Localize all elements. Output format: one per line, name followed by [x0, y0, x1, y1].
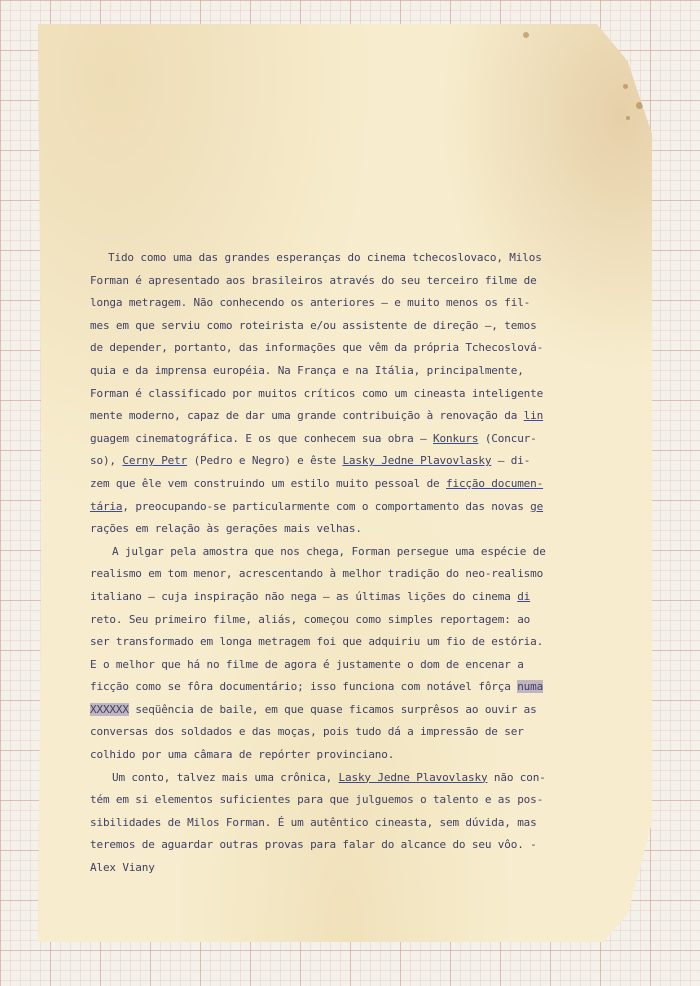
text-line: mes em que serviu como roteirista e/ou assistente de direção —, temos [90, 318, 537, 332]
text-line: italiano — cuja inspiração não nega — as últimas lições do cinema di [90, 589, 531, 603]
text-line: ficção como se fôra documentário; isso funciona com notável fôrça numa [90, 680, 544, 694]
text-line: XXXXXX seqüência de baile, em que quase ficamos surprêsos ao ouvir as [90, 702, 537, 716]
text-line: ser transformado em longa metragem foi que adquiriu um fio de estória. [90, 635, 544, 649]
stain-mark [636, 102, 643, 109]
text-line: tém em si elementos suficientes para que julguemos o talento e as pos- [90, 793, 544, 807]
film-title: Lasky Jedne Plavovlasky [338, 770, 488, 784]
text-line: colhido por uma câmara de repórter provinciano. [90, 748, 395, 762]
text-line: E o melhor que há no filme de agora é justamente o dom de encenar a [90, 657, 524, 671]
text-line: sibilidades de Milos Forman. É um autêntico cineasta, sem dúvida, mas [90, 815, 537, 829]
text-line: Forman é apresentado aos brasileiros através do seu terceiro filme de [90, 273, 537, 287]
text-line: guagem cinematográfica. E os que conhecem sua obra — Konkurs (Concur- [90, 431, 537, 445]
text-line: A julgar pela amostra que nos chega, Forman persegue uma espécie de [112, 544, 546, 558]
film-title: Lasky Jedne Plavovlasky [342, 454, 492, 468]
struck-word: XXXXXX [90, 702, 129, 716]
author-signature: Alex Viany [90, 861, 155, 875]
stain-mark [523, 32, 529, 38]
text-line: zem que êle vem construindo um estilo muito pessoal de ficção documen- [90, 476, 544, 490]
text-line: realismo em tom menor, acrescentando à melhor tradição do neo-realismo [90, 567, 544, 581]
text-line: rações em relação às gerações mais velhas. [90, 522, 362, 536]
text-line: tária, preocupando-se particularmente com o comportamento das novas ge [90, 499, 544, 513]
film-title: Cerny Petr [122, 454, 188, 468]
text-line: quia e da imprensa européia. Na França e na Itália, principalmente, [90, 363, 524, 377]
text-line: mente moderno, capaz de dar uma grande contribuição à renovação da lin [90, 409, 544, 423]
text-line: Forman é classificado por muitos críticos como um cineasta inteligente [90, 386, 544, 400]
film-title: Konkurs [433, 431, 479, 445]
text-line: longa metragem. Não conhecendo os anteriores — e muito menos os fil- [90, 296, 531, 310]
text-line: so), Cerny Petr (Pedro e Negro) e êste Lasky Jedne Plavovlasky — di- [90, 454, 531, 468]
text-line: Tido como uma das grandes esperanças do cinema tchecoslovaco, Milos [108, 251, 542, 264]
struck-word: numa [517, 680, 544, 694]
typed-text [90, 247, 612, 880]
text-line: Um conto, talvez mais uma crônica, Lasky Jedne Plavovlasky não con- [112, 770, 546, 784]
text-line: teremos de aguardar outras provas para falar do alcance do seu vôo. - [90, 838, 537, 852]
text-line: reto. Seu primeiro filme, aliás, começou como simples reportagem: ao [90, 612, 531, 626]
stain-mark [623, 84, 628, 89]
text-line: de depender, portanto, das informações que vêm da própria Tchecoslová- [90, 341, 544, 355]
text-line: conversas dos soldados e das moças, pois tudo dá a impressão de ser [90, 725, 524, 739]
stain-mark [626, 116, 630, 120]
